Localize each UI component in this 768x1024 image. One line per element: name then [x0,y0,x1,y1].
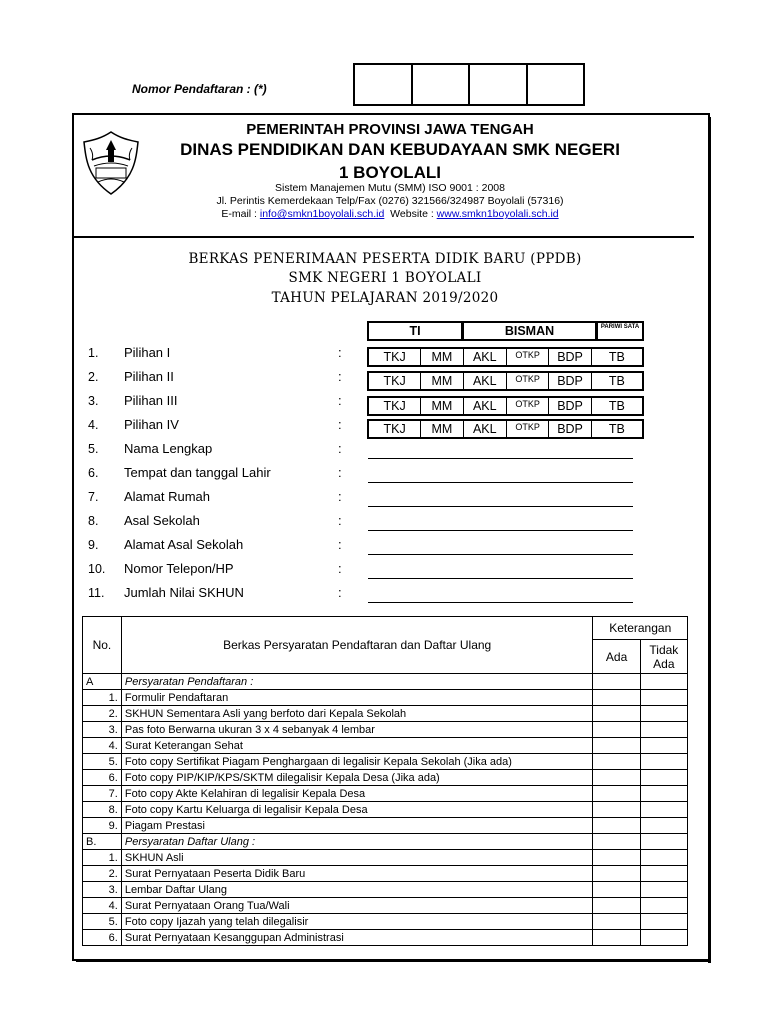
website-link[interactable]: www.smkn1boyolali.sch.id [436,208,559,220]
checkbox-tidak-ada[interactable] [640,690,687,706]
header-description: Berkas Persyaratan Pendaftaran dan Daftar Ulang [121,617,593,674]
field-colon: : [338,441,342,456]
program-option[interactable]: OTKP [507,373,549,389]
field-colon: : [338,417,342,432]
program-option[interactable]: TB [608,350,625,364]
checkbox-ada[interactable] [593,882,640,898]
checkbox-tidak-ada[interactable] [640,722,687,738]
field-number: 7. [88,490,99,504]
checkbox-ada[interactable] [593,866,640,882]
letterhead-government: PEMERINTAH PROVINSI JAWA TENGAH [246,121,534,138]
field-label: Pilihan III [124,393,178,408]
requirement-item: Foto copy Ijazah yang telah dilegalisir [121,914,593,930]
checkbox-tidak-ada[interactable] [640,898,687,914]
row-number: 5. [83,754,122,770]
field-input-line[interactable] [368,602,633,603]
checkbox-ada[interactable] [593,802,640,818]
field-colon: : [338,537,342,552]
field-colon: : [338,561,342,576]
header-tidak-ada: Tidak Ada [640,640,687,674]
checkbox-tidak-ada[interactable] [640,818,687,834]
program-option[interactable]: TB [608,422,625,436]
email-label: E-mail : [221,208,260,220]
field-label: Alamat Asal Sekolah [124,537,244,552]
registration-digit-box[interactable] [470,65,528,104]
checkbox-ada[interactable] [593,818,640,834]
checkbox-tidak-ada[interactable] [640,754,687,770]
table-row [83,754,688,770]
table-row [83,850,688,866]
table-row [83,898,688,914]
program-option[interactable]: OTKP [507,349,549,365]
checkbox-tidak-ada[interactable] [640,930,687,946]
letterhead-contact [150,208,630,220]
row-number: 6. [83,770,122,786]
field-label: Nama Lengkap [124,441,213,456]
table-row [83,738,688,754]
field-number: 4. [88,418,99,432]
requirement-item: Surat Pernyataan Peserta Didik Baru [121,866,593,882]
field-number: 9. [88,538,99,552]
checkbox-ada[interactable] [593,690,640,706]
section-heading: Persyaratan Pendaftaran : [121,674,593,690]
requirement-item: Surat Keterangan Sehat [121,738,593,754]
field-number: 1. [88,346,99,360]
program-row-3 [367,396,644,416]
requirements-table [82,616,688,946]
program-option[interactable]: TKJ [369,421,421,437]
checkbox-ada[interactable] [593,722,640,738]
requirement-item: SKHUN Asli [121,850,593,866]
table-row [83,914,688,930]
row-number: 7. [83,786,122,802]
field-label: Pilihan II [124,369,174,384]
email-link[interactable]: info@smkn1boyolali.sch.id [259,208,385,220]
checkbox-ada[interactable] [593,914,640,930]
program-option[interactable]: BDP [549,421,591,437]
table-row [83,690,688,706]
row-number: 8. [83,802,122,818]
checkbox-ada[interactable] [593,770,640,786]
requirement-item: SKHUN Sementara Asli yang berfoto dari Kepala Sekolah [121,706,593,722]
header-keterangan: Keterangan [593,617,688,640]
program-option[interactable]: BDP [549,349,591,365]
checkbox-tidak-ada[interactable] [640,738,687,754]
registration-digit-box[interactable] [355,65,413,104]
program-option[interactable]: AKL [464,398,507,414]
table-row [83,802,688,818]
group-bisman: BISMAN [462,321,597,341]
form-school: SMK NEGERI 1 BOYOLALI [288,270,482,286]
checkbox-ada[interactable] [593,738,640,754]
row-number: 1. [83,850,122,866]
requirement-item: Formulir Pendaftaran [121,690,593,706]
group-ti: TI [367,321,463,341]
program-option[interactable]: MM [421,421,463,437]
table-row [83,706,688,722]
field-label: Alamat Rumah [124,489,210,504]
field-colon: : [338,345,342,360]
program-option[interactable]: MM [421,349,463,365]
requirement-item: Piagam Prestasi [121,818,593,834]
checkbox-tidak-ada[interactable] [640,914,687,930]
checkbox-ada[interactable] [593,674,640,690]
checkbox-tidak-ada[interactable] [640,802,687,818]
row-number: 4. [83,738,122,754]
field-label: Nomor Telepon/HP [124,561,234,576]
program-option[interactable]: TKJ [369,373,421,389]
field-label: Pilihan I [124,345,171,360]
checkbox-tidak-ada[interactable] [640,882,687,898]
program-option[interactable]: OTKP [507,398,549,414]
field-number: 8. [88,514,99,528]
checkbox-tidak-ada[interactable] [640,786,687,802]
table-row [83,674,688,690]
field-input-line[interactable] [368,554,633,555]
requirement-item: Pas foto Berwarna ukuran 3 x 4 sebanyak 4 lembar [121,722,593,738]
field-colon: : [338,465,342,480]
letterhead-agency: DINAS PENDIDIKAN DAN KEBUDAYAAN SMK NEGERI [180,140,620,159]
group-pariwisata: PARIWI SATA [596,321,644,341]
requirement-item: Foto copy Akte Kelahiran di legalisir Kepala Desa [121,786,593,802]
registration-digit-box[interactable] [528,65,584,104]
table-row [83,930,688,946]
program-option[interactable]: TB [608,399,625,413]
field-input-line[interactable] [368,578,633,579]
table-row [83,818,688,834]
row-number: 1. [83,690,122,706]
table-row [83,786,688,802]
program-option[interactable]: TKJ [369,398,421,414]
checkbox-ada[interactable] [593,834,640,850]
checkbox-tidak-ada[interactable] [640,674,687,690]
field-colon: : [338,393,342,408]
field-label: Jumlah Nilai SKHUN [124,585,244,600]
program-option[interactable]: AKL [464,349,507,365]
row-number: 6. [83,930,122,946]
program-option[interactable]: AKL [464,373,507,389]
header-no: No. [83,617,122,674]
field-colon: : [338,585,342,600]
requirement-item: Foto copy Kartu Keluarga di legalisir Kepala Desa [121,802,593,818]
field-number: 11. [88,586,105,600]
row-number: 9. [83,818,122,834]
row-number: A [83,674,122,690]
checkbox-ada[interactable] [593,786,640,802]
field-input-line[interactable] [368,458,633,459]
field-number: 5. [88,442,99,456]
registration-number-label: Nomor Pendaftaran : (*) [132,82,267,96]
field-input-line[interactable] [368,506,633,507]
registration-digit-box[interactable] [413,65,471,104]
header-ada: Ada [593,640,640,674]
table-row [83,722,688,738]
field-label: Pilihan IV [124,417,179,432]
requirement-item: Surat Pernyataan Kesanggupan Administrasi [121,930,593,946]
checkbox-tidak-ada[interactable] [640,850,687,866]
checkbox-tidak-ada[interactable] [640,770,687,786]
row-number: 4. [83,898,122,914]
letterhead-divider [74,236,694,238]
table-row [83,770,688,786]
checkbox-ada[interactable] [593,930,640,946]
registration-number-boxes[interactable] [353,63,585,106]
program-option[interactable]: MM [421,398,463,414]
website-label: Website : [384,208,437,220]
program-option[interactable]: BDP [549,398,591,414]
section-heading: Persyaratan Daftar Ulang : [121,834,593,850]
field-label: Tempat dan tanggal Lahir [124,465,271,480]
row-number: 3. [83,722,122,738]
field-label: Asal Sekolah [124,513,200,528]
row-number: 2. [83,866,122,882]
provincial-emblem-icon [80,130,142,196]
checkbox-tidak-ada[interactable] [640,706,687,722]
program-option[interactable]: MM [421,373,463,389]
field-number: 6. [88,466,99,480]
checkbox-ada[interactable] [593,706,640,722]
field-input-line[interactable] [368,482,633,483]
checkbox-ada[interactable] [593,850,640,866]
table-row [83,882,688,898]
requirement-item: Surat Pernyataan Orang Tua/Wali [121,898,593,914]
table-row [83,866,688,882]
form-title: BERKAS PENERIMAAN PESERTA DIDIK BARU (PPDB) [188,251,582,267]
program-option[interactable]: TB [608,374,625,388]
checkbox-tidak-ada[interactable] [640,866,687,882]
program-option[interactable]: BDP [549,373,591,389]
letterhead-school: 1 BOYOLALI [338,163,441,182]
field-input-line[interactable] [368,530,633,531]
program-row-2 [367,371,644,391]
form-year: TAHUN PELAJARAN 2019/2020 [271,290,499,306]
row-number: 3. [83,882,122,898]
row-number: B. [83,834,122,850]
letterhead-address: Jl. Perintis Kemerdekaan Telp/Fax (0276) 321566/324987 Boyolali (57316) [216,195,564,207]
program-row-1 [367,347,644,367]
checkbox-ada[interactable] [593,898,640,914]
requirement-item: Lembar Daftar Ulang [121,882,593,898]
row-number: 5. [83,914,122,930]
field-colon: : [338,513,342,528]
field-number: 10. [88,562,106,576]
checkbox-ada[interactable] [593,754,640,770]
field-colon: : [338,369,342,384]
field-number: 3. [88,394,99,408]
field-number: 2. [88,370,99,384]
program-row-4 [367,419,644,439]
program-option[interactable]: TKJ [369,349,421,365]
program-option[interactable]: AKL [464,421,507,437]
row-number: 2. [83,706,122,722]
requirement-item: Foto copy PIP/KIP/KPS/SKTM dilegalisir Kepala Desa (Jika ada) [121,770,593,786]
field-colon: : [338,489,342,504]
checkbox-tidak-ada[interactable] [640,834,687,850]
program-option[interactable]: OTKP [507,421,549,437]
letterhead-iso: Sistem Manajemen Mutu (SMM) ISO 9001 : 2008 [275,182,505,194]
requirement-item: Foto copy Sertifikat Piagam Penghargaan di legalisir Kepala Sekolah (Jika ada) [121,754,593,770]
table-row [83,834,688,850]
